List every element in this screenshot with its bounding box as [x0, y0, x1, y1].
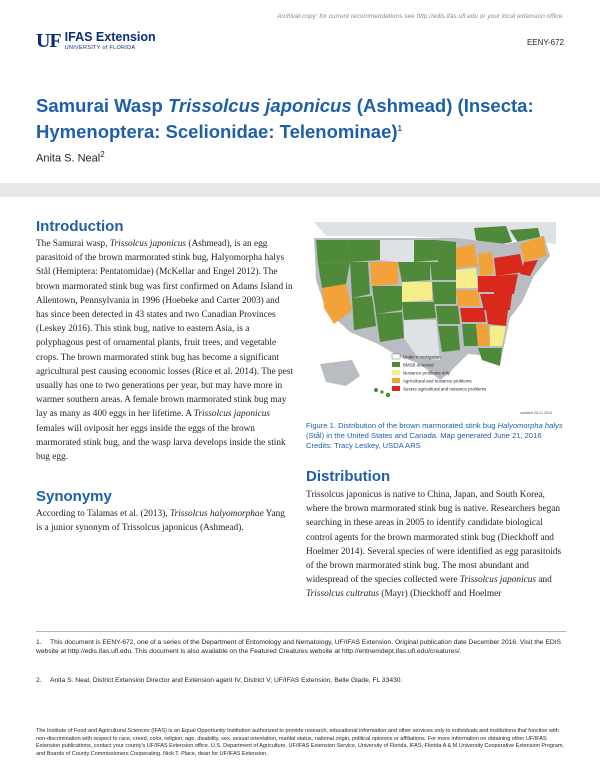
- archival-note: Archival copy: for current recommendations see http://edis.ifas.ufl.edu or your local extension office.: [277, 13, 564, 20]
- distribution-text: Trissolcus japonicus is native to China, Japan, and South Korea, where the brown marmorated stink bug is native. Researchers began searching in these areas in 2005 to identify candidate biological control agents for the brown marmorated stink bug (Dieckhoff and Hoelmer 2014). Several species of were identified as egg parasitoids of the brown marmorated stink bug. The most abundant and widespread of the species collected were Trissolcus japonicus and Trissolcus cultratus (Mayr) (Dieckhoff and Hoelmer: [306, 490, 562, 600]
- svg-text:Nuisance problems only: Nuisance problems only: [403, 370, 450, 376]
- figure-credits: Credits: Tracy Leskey, USDA ARS: [306, 441, 421, 450]
- document-id: EENY-672: [526, 38, 564, 47]
- legal-notice: The Institute of Food and Agricultural Sciences (IFAS) is an Equal Opportunity Institution authorized to provide research, educational information and other services only to individuals and institutions that function with non-discrimination with respect to race, creed, color, religion, age, disability, sex, sexual orientation, marital status, national origin, political opinions or affiliations. For more information on obtaining other UF/IFAS Extension publications, contact your county's UF/IFAS Extension office. U.S. Department of Agriculture, UF/IFAS Extension Service, University of Florida, IFAS, Florida A & M University Cooperative Extension Program, and Boards of County Commissioners Cooperating. Nick T. Place, dean for UF/IFAS Extension.: [36, 728, 564, 757]
- introduction-text: The Samurai wasp, Trissolcus japonicus (Ashmead), is an egg parasitoid of the brown marmorated stink bug, Halyomorpha halys Stål (Hemiptera: Pentatomidae) (McKellar and Engel 2012). The brown marmorated stink bug was first confirmed on Adams Island in Allentown, Pennsylvania in 1996 (Hoebeke and Carter 2003) and has since been detected in 43 states and two Canadian Provinces (Leskey 2016). This stink bug, native to eastern Asia, is a polyphagous pest of ornamental plants, fruit trees, and vegetable crops. The brown marmorated stink bug has become a significant agricultural pest causing economic losses (Rice et al. 2014). The pest usually has one to two generations per year, but may have more in warmer southern areas. A female brown marmorated stink bug may lay as many as 400 eggs in her lifetime. A Trissolcus japonicus females will oviposit her eggs inside the eggs of the brown marmorated stink bug, and the wasp larva develops inside the stink bug egg.: [36, 239, 293, 463]
- ifas-logo[interactable]: [36, 31, 156, 51]
- svg-text:Severe agricultural and nuisan: Severe agricultural and nuisance problems: [403, 386, 487, 392]
- footnote-2: 2. Anita S. Neal, District Extension Director and Extension agent IV, District V; UF/IFAS Extension, Belle Glade, FL 33430.: [36, 677, 403, 684]
- svg-text:Agricultural and nuisance prob: Agricultural and nuisance problems: [403, 378, 472, 384]
- header-divider-band: [0, 183, 600, 197]
- footnote-divider: [36, 631, 566, 632]
- logo-subtitle: UNIVERSITY of FLORIDA: [64, 45, 136, 51]
- svg-text:BMSB detected: BMSB detected: [403, 362, 434, 368]
- distribution-map: [306, 214, 564, 419]
- uf-logo-mark: UF: [36, 30, 61, 52]
- distribution-heading: Distribution: [306, 468, 391, 485]
- synonymy-heading: Synonymy: [36, 488, 112, 505]
- introduction-heading: Introduction: [36, 218, 124, 235]
- page-title: Samurai Wasp Trissolcus japonicus (Ashmead) (Insecta: Hymenoptera: Scelionidae: Telenominae)$^1$: [36, 95, 534, 143]
- map-date-stamp: updated 06.21.2016: [520, 411, 552, 415]
- logo-name: IFAS Extension: [64, 30, 156, 44]
- figure-caption: Figure 1. Distribution of the brown marmorated stink bug Halyomorpha halys (Stål) in the United States and Canada. Map generated June 21, 2016 Credits: Tracy Leskey, USDA ARS: [306, 421, 563, 450]
- footnote-1: 1. This document is EENY-672, one of a series of the Department of Entomology and Nematology, UF/IFAS Extension. Original publication date December 2016. Visit the EDIS website at http://edis.ifas.ufl.edu. This document is also available on the Featured Creatures website at http://entnemdept.ifas.ufl.edu/creatures/.: [36, 639, 561, 656]
- svg-text:Under investigation: Under investigation: [403, 354, 441, 360]
- synonymy-text: According to Talamas et al. (2013), Trissolcus halyomorphae Yang is a junior synonym of Trissolcus japonicus (Ashmead).: [36, 509, 285, 534]
- author-name: Anita S. Neal$^2$: [36, 150, 105, 165]
